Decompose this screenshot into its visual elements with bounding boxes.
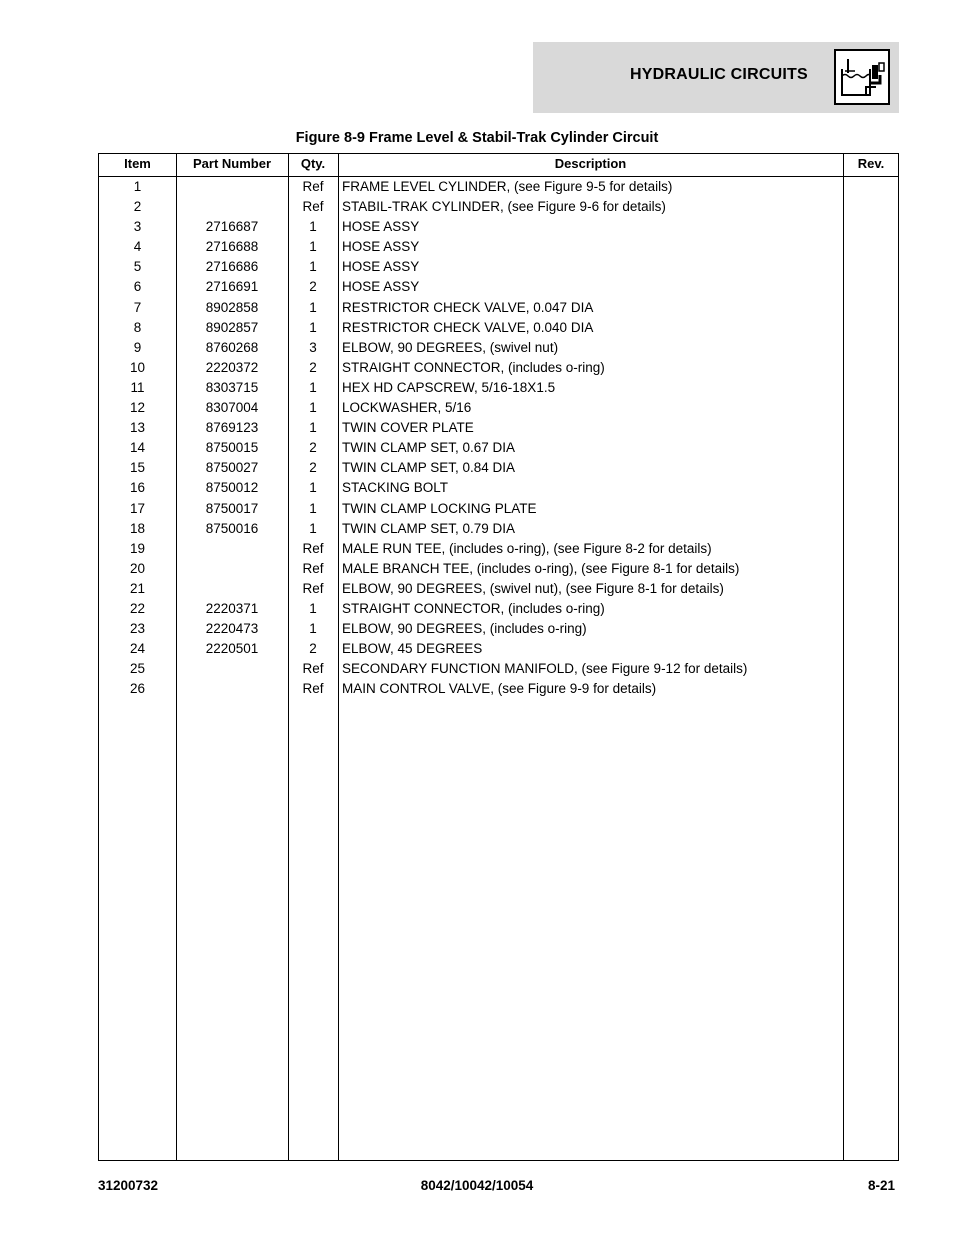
table-row <box>99 419 898 439</box>
column-header-rev: Rev. <box>857 156 885 171</box>
cell-description: MALE RUN TEE, (includes o-ring), (see Figure 8-2 for details) <box>342 540 712 556</box>
column-header-description: Description <box>554 156 627 171</box>
column-header-item: Item <box>124 156 151 171</box>
cell-description: HEX HD CAPSCREW, 5/16-18X1.5 <box>342 379 556 395</box>
table-row <box>99 258 898 278</box>
cell-item: 24 <box>129 641 146 657</box>
cell-item: 20 <box>129 560 146 576</box>
table-row <box>99 238 898 258</box>
table-row <box>99 520 898 540</box>
cell-description: RESTRICTOR CHECK VALVE, 0.040 DIA <box>342 319 594 335</box>
hydraulic-reservoir-icon <box>834 49 890 105</box>
cell-item: 19 <box>129 540 146 556</box>
cell-qty: 1 <box>309 259 317 275</box>
cell-item: 3 <box>133 219 142 235</box>
cell-part-number: 2220473 <box>205 621 259 637</box>
column-header-qty: Qty. <box>300 156 326 171</box>
table-row <box>99 500 898 520</box>
cell-item: 6 <box>133 279 142 295</box>
header-divider <box>99 176 898 177</box>
cell-part-number: 8769123 <box>205 420 259 436</box>
cell-description: FRAME LEVEL CYLINDER, (see Figure 9-5 for details) <box>342 179 673 194</box>
table-row <box>99 680 898 700</box>
cell-description: ELBOW, 90 DEGREES, (swivel nut) <box>342 339 559 355</box>
cell-description: TWIN CLAMP SET, 0.67 DIA <box>342 440 516 456</box>
cell-qty: Ref <box>302 681 324 697</box>
cell-description: HOSE ASSY <box>342 219 420 235</box>
table-row <box>99 600 898 620</box>
cell-description: ELBOW, 45 DEGREES <box>342 641 483 657</box>
section-title: HYDRAULIC CIRCUITS <box>630 66 808 83</box>
cell-description: HOSE ASSY <box>342 279 420 295</box>
cell-description: ELBOW, 90 DEGREES, (swivel nut), (see Figure 8-1 for details) <box>342 580 724 596</box>
cell-qty: 1 <box>309 239 317 255</box>
footer-model: 8042/10042/10054 <box>420 1178 534 1193</box>
table-row <box>99 459 898 479</box>
footer-doc-number: 31200732 <box>98 1178 159 1193</box>
cell-description: TWIN CLAMP LOCKING PLATE <box>342 500 537 516</box>
cell-item: 23 <box>129 621 146 637</box>
cell-qty: 1 <box>309 420 317 436</box>
cell-part-number: 8750017 <box>205 500 259 516</box>
cell-item: 10 <box>129 359 146 375</box>
cell-part-number: 8303715 <box>205 379 259 395</box>
table-row <box>99 379 898 399</box>
cell-part-number: 8760268 <box>205 339 259 355</box>
cell-item: 11 <box>130 379 145 395</box>
cell-part-number: 2716686 <box>205 259 259 275</box>
cell-part-number: 8750027 <box>205 460 259 476</box>
cell-item: 9 <box>133 339 142 355</box>
cell-description: TWIN CLAMP SET, 0.84 DIA <box>342 460 516 476</box>
cell-qty: Ref <box>302 661 324 677</box>
cell-qty: 1 <box>309 219 317 235</box>
cell-qty: 1 <box>309 379 317 395</box>
cell-description: STABIL-TRAK CYLINDER, (see Figure 9-6 for details) <box>342 199 666 215</box>
cell-part-number: 8902858 <box>205 299 259 315</box>
table-row <box>99 178 898 198</box>
cell-description: SECONDARY FUNCTION MANIFOLD, (see Figure 9-12 for details) <box>342 661 748 677</box>
cell-qty: Ref <box>302 179 324 194</box>
cell-item: 21 <box>129 580 146 596</box>
cell-description: MAIN CONTROL VALVE, (see Figure 9-9 for details) <box>342 681 657 697</box>
cell-part-number: 8750015 <box>205 440 259 456</box>
cell-description: STRAIGHT CONNECTOR, (includes o-ring) <box>342 359 605 375</box>
figure-title: Figure 8-9 Frame Level & Stabil-Trak Cylinder Circuit <box>295 130 659 146</box>
cell-item: 1 <box>133 179 142 194</box>
cell-qty: 1 <box>309 520 317 536</box>
cell-description: ELBOW, 90 DEGREES, (includes o-ring) <box>342 621 587 637</box>
cell-description: HOSE ASSY <box>342 259 420 275</box>
cell-part-number: 8750012 <box>205 480 259 496</box>
cell-part-number: 2716687 <box>205 219 259 235</box>
cell-qty: 2 <box>309 359 317 375</box>
cell-qty: 2 <box>309 460 317 476</box>
table-row <box>99 218 898 238</box>
section-header <box>533 42 899 113</box>
cell-item: 5 <box>133 259 142 275</box>
table-row <box>99 299 898 319</box>
table-row <box>99 198 898 218</box>
table-row <box>99 439 898 459</box>
cell-item: 15 <box>129 460 146 476</box>
cell-qty: Ref <box>302 540 324 556</box>
cell-part-number: 2220372 <box>205 359 259 375</box>
cell-qty: 1 <box>309 400 317 416</box>
cell-item: 17 <box>129 500 146 516</box>
cell-qty: 1 <box>309 621 317 637</box>
cell-qty: Ref <box>302 199 324 215</box>
cell-item: 13 <box>129 420 146 436</box>
cell-description: HOSE ASSY <box>342 239 420 255</box>
cell-item: 14 <box>129 440 146 456</box>
cell-part-number: 2716691 <box>205 279 259 295</box>
cell-qty: 1 <box>309 500 317 516</box>
cell-part-number: 8750016 <box>205 520 259 536</box>
table-row <box>99 660 898 680</box>
cell-part-number: 8307004 <box>205 400 259 416</box>
cell-qty: Ref <box>302 560 324 576</box>
cell-part-number: 8902857 <box>205 319 259 335</box>
parts-table <box>98 153 899 1161</box>
cell-description: MALE BRANCH TEE, (includes o-ring), (see Figure 8-1 for details) <box>342 560 740 576</box>
cell-part-number: 2220371 <box>205 600 259 616</box>
cell-qty: 2 <box>309 279 317 295</box>
column-header-part-number: Part Number <box>192 156 272 171</box>
table-row <box>99 399 898 419</box>
table-row <box>99 560 898 580</box>
table-row <box>99 540 898 560</box>
table-body <box>99 178 898 700</box>
cell-description: TWIN COVER PLATE <box>342 420 474 436</box>
table-row <box>99 620 898 640</box>
cell-item: 26 <box>129 681 146 697</box>
table-row <box>99 359 898 379</box>
cell-qty: 1 <box>309 319 317 335</box>
cell-item: 25 <box>129 661 146 677</box>
cell-item: 18 <box>129 520 146 536</box>
cell-item: 22 <box>129 600 146 616</box>
cell-qty: 3 <box>309 339 317 355</box>
cell-description: TWIN CLAMP SET, 0.79 DIA <box>342 520 516 536</box>
cell-qty: Ref <box>302 580 324 596</box>
table-row <box>99 339 898 359</box>
table-row <box>99 640 898 660</box>
cell-item: 12 <box>129 400 146 416</box>
cell-qty: 2 <box>309 641 317 657</box>
table-row <box>99 278 898 298</box>
cell-item: 8 <box>133 319 142 335</box>
table-row <box>99 479 898 499</box>
cell-qty: 2 <box>309 440 317 456</box>
table-row <box>99 580 898 600</box>
cell-description: STACKING BOLT <box>342 480 449 496</box>
cell-part-number: 2716688 <box>205 239 259 255</box>
cell-item: 16 <box>129 480 146 496</box>
cell-qty: 1 <box>309 600 317 616</box>
footer-page-number: 8-21 <box>867 1178 895 1193</box>
cell-part-number: 2220501 <box>205 641 259 657</box>
cell-description: STRAIGHT CONNECTOR, (includes o-ring) <box>342 600 605 616</box>
cell-item: 4 <box>133 239 142 255</box>
cell-description: LOCKWASHER, 5/16 <box>342 400 472 416</box>
cell-item: 7 <box>133 299 142 315</box>
cell-qty: 1 <box>309 480 317 496</box>
table-row <box>99 319 898 339</box>
cell-description: RESTRICTOR CHECK VALVE, 0.047 DIA <box>342 299 594 315</box>
cell-item: 2 <box>133 199 142 215</box>
cell-qty: 1 <box>309 299 317 315</box>
